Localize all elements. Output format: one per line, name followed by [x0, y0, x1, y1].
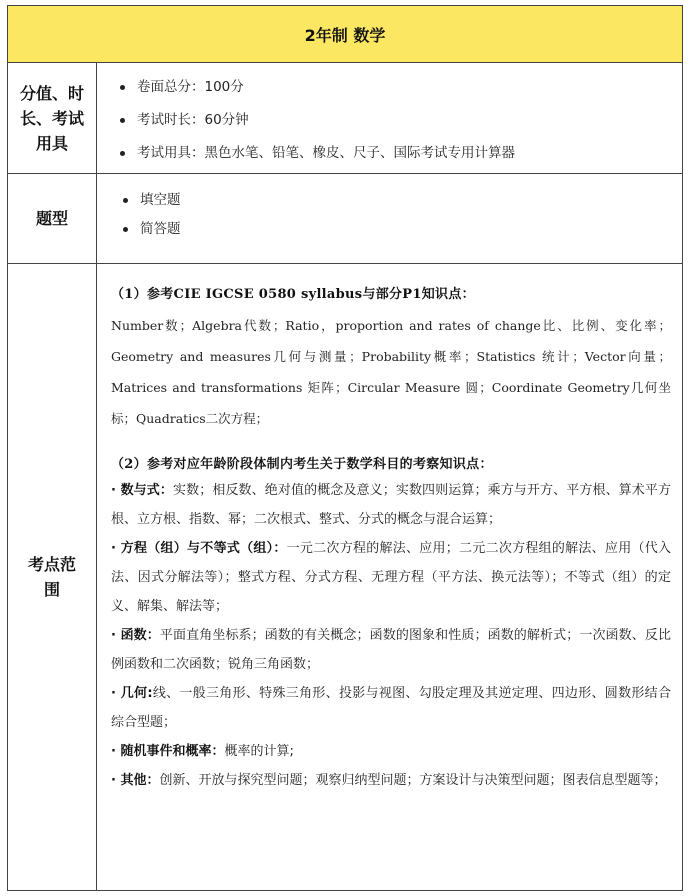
topic-equations [111, 534, 671, 621]
scope-body [111, 284, 671, 795]
row-label-scoring [8, 63, 97, 173]
topic-text: 一元二次方程的解法、应用；二元二次方程组的解法、应用（代入法、因式分解法等）；整式方程、分式方程、无理方程（平方法、换元法等）；不等式（组）的定义、解集、解法等； [111, 541, 671, 614]
topic-name: · 其他： [111, 773, 160, 788]
topic-geometry [111, 679, 671, 737]
types-list [140, 190, 181, 248]
topic-name: · 随机事件和概率： [111, 744, 225, 759]
topic-other [111, 766, 671, 795]
row-label-scope [8, 264, 97, 890]
scoring-list [137, 77, 515, 176]
topic-name: · 方程（组）与不等式（组）： [111, 541, 287, 556]
scope-part1-text: Number数；Algebra代数；Ratio，proportion and rates of change比、比例、变化率；Geometry and measures几何与测量；Probability概率；Statistics 统计；Vector向量；Matrices and transformations 矩阵；Circular Measure 圆；Coordinate Geometry几何坐标；Quadratics二次方程； [111, 318, 671, 426]
row-content-scope [97, 264, 682, 890]
scoring-item-total: 卷面总分：100分 [137, 77, 515, 110]
exam-info-table [7, 5, 683, 891]
scoring-item-tools: 考试用具：黑色水笔、铅笔、橡皮、尺子、国际考试专用计算器 [137, 143, 515, 176]
row-scoring [8, 63, 682, 174]
type-item-short-answer: 简答题 [140, 219, 181, 248]
topic-name: · 几何: [111, 686, 153, 701]
topic-name: · 数与式： [111, 483, 174, 498]
row-types [8, 174, 682, 264]
row-label-scoring-text: 分值、时长、考试用具 [19, 83, 84, 153]
topic-probability [111, 737, 671, 766]
scope-part1-title: （1）参考CIE IGCSE 0580 syllabus与部分P1知识点： [111, 287, 475, 302]
topic-text: 创新、开放与探究型问题；观察归纳型问题；方案设计与决策型问题；图表信息型题等； [159, 773, 667, 788]
scoring-item-duration: 考试时长：60分钟 [137, 110, 515, 143]
topic-functions [111, 621, 671, 679]
row-label-scope-text: 考点范围 [27, 555, 76, 599]
row-scope [8, 264, 682, 890]
topic-text: 实数；相反数、绝对值的概念及意义；实数四则运算；乘方与开方、平方根、算术平方根、立方根、指数、幂；二次根式、整式、分式的概念与混合运算； [111, 483, 671, 527]
row-label-types: 题型 [8, 174, 97, 263]
topic-text: 线、一般三角形、特殊三角形、投影与视图、勾股定理及其逆定理、四边形、圆数形结合综合型题； [111, 686, 671, 730]
topic-name: · 函数： [111, 628, 160, 643]
row-content-scoring [97, 63, 682, 173]
topic-text: 平面直角坐标系；函数的有关概念；函数的图象和性质；函数的解析式；一次函数、反比例函数和二次函数；锐角三角函数； [111, 628, 671, 672]
row-content-types [97, 174, 682, 263]
scope-part2-title: （2）参考对应年龄阶段体制内考生关于数学科目的考察知识点： [111, 457, 493, 472]
type-item-fill-blank: 填空题 [140, 190, 181, 219]
topic-text: 概率的计算; [224, 744, 294, 759]
table-title: 2年制 数学 [8, 6, 682, 63]
topic-numbers [111, 476, 671, 534]
